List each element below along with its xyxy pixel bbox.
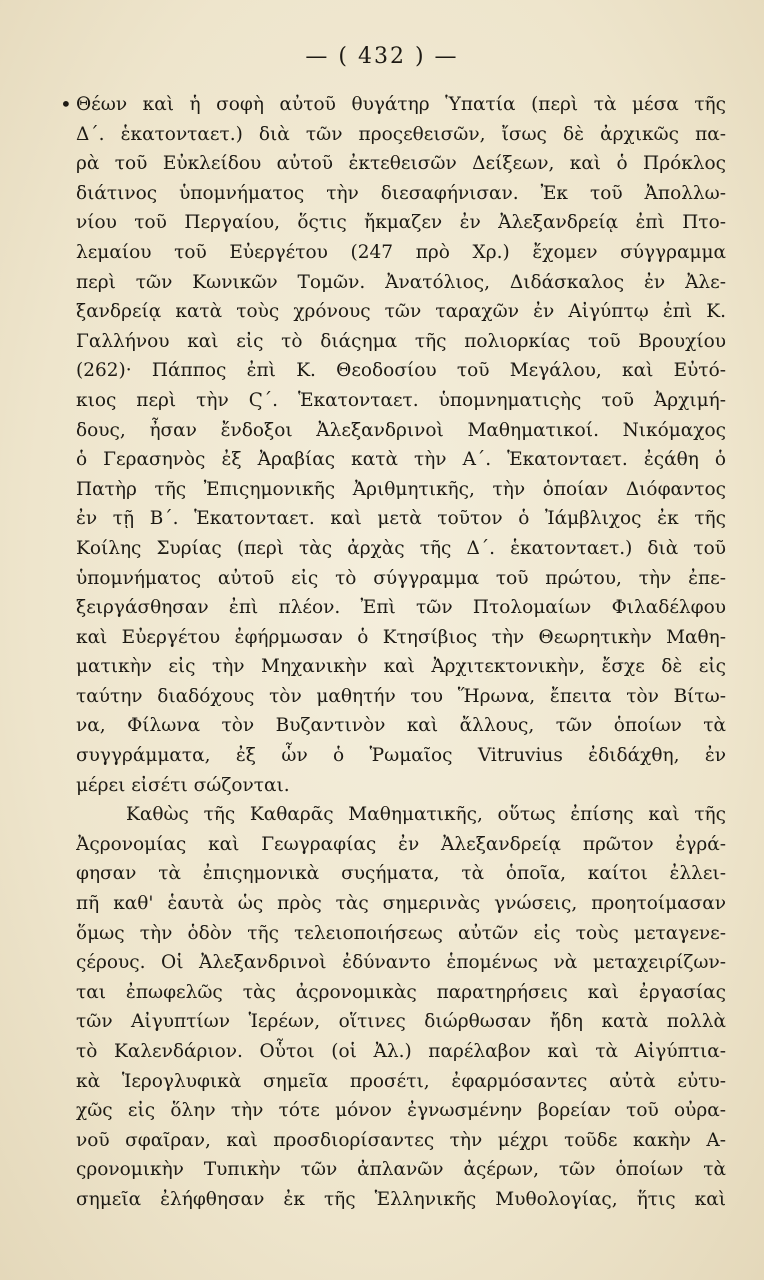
- text-line: τὸ Καλενδάριον. Οὗτοι (οἱ Ἀλ.) παρέλαβον καὶ τὰ Αἰγύπτια-: [76, 1041, 726, 1062]
- text-line: Γαλλήνου καὶ εἰς τὸ διάςημα τῆς πολιορκίας τοῦ Βρουχίου: [76, 330, 726, 352]
- text-line: ρὰ τοῦ Εὐκλείδου αὐτοῦ ἐκτεθεισῶν Δείξεων, καὶ ὁ Πρόκλος: [76, 153, 726, 175]
- text-line: ταύτην διαδόχους τὸν μαθητήν του Ἥρωνα, ἔπειτα τὸν Βίτω-: [76, 685, 726, 707]
- text-line: ἐν τῇ Β΄. Ἑκατονταετ. καὶ μετὰ τοῦτον ὁ Ἰάμβλιχος ἐκ τῆς: [76, 508, 726, 530]
- text-line: λεμαίου τοῦ Εὐεργέτου (247 πρὸ Χρ.) ἔχομεν σύγγραμμα: [76, 241, 726, 263]
- text-line: σημεῖα ἐλήφθησαν ἐκ τῆς Ἑλληνικῆς Μυθολογίας, ἥτις καὶ: [76, 1188, 726, 1210]
- paragraph-start-line: Καθὼς τῆς Καθαρᾶς Μαθηματικῆς, οὕτως ἐπίσης καὶ τῆς: [126, 804, 726, 826]
- text-line: δους, ἦσαν ἔνδοξοι Ἀλεξανδρινοὶ Μαθηματικοί. Νικόμαχος: [76, 419, 726, 441]
- page-number: — ( 432 ) —: [305, 44, 459, 69]
- body-text: [76, 90, 726, 1215]
- text-line: κὰ Ἱερογλυφικὰ σημεῖα προσέτι, ἐφαρμόσαντες αὐτὰ εὐτυ-: [76, 1070, 726, 1092]
- margin-bullet-mark: •: [60, 92, 72, 116]
- paragraph-end-line: μέρει εἰσέτι σώζονται.: [76, 774, 290, 796]
- text-line: καὶ Εὐεργέτου ἐφήρμωσαν ὁ Κτησίβιος τὴν Θεωρητικὴν Μαθη-: [76, 626, 726, 648]
- text-line: συγγράμματα, ἐξ ὧν ὁ Ῥωμαῖος Vitruvius ἐδιδάχθη, ἐν: [76, 745, 726, 767]
- text-line: ὁ Γερασηνὸς ἐξ Ἀραβίας κατὰ τὴν Α΄. Ἑκατονταετ. ἐςάθη ὁ: [76, 449, 726, 471]
- text-line: Κοίλης Συρίας (περὶ τὰς ἀρχὰς τῆς Δ΄. ἑκατονταετ.) διὰ τοῦ: [76, 537, 726, 559]
- text-line: ξειργάσθησαν ἐπὶ πλέον. Ἐπὶ τῶν Πτολομαίων Φιλαδέλφου: [76, 597, 726, 619]
- text-line: διάτινος ὑπομνήματος τὴν διεσαφήνισαν. Ἐκ τοῦ Ἀπολλω-: [76, 182, 726, 204]
- text-line: τῶν Αἰγυπτίων Ἱερέων, οἵτινες διώρθωσαν ἤδη κατὰ πολλὰ: [76, 1011, 726, 1033]
- text-line: χῶς εἰς ὅλην τὴν τότε μόνον ἐγνωσμένην βορείαν τοῦ οὐρα-: [76, 1100, 726, 1122]
- text-line: κιος περὶ τὴν Ϛ΄. Ἑκατονταετ. ὑπομνηματιςὴς τοῦ Ἀρχιμή-: [76, 389, 726, 411]
- text-line: ςέρους. Οἱ Ἀλεξανδρινοὶ ἐδύναντο ἑπομένως νὰ μεταχειρίζων-: [76, 952, 726, 974]
- text-line: ςρονομικὴν Τυπικὴν τῶν ἀπλανῶν ἀςέρων, τῶν ὁποίων τὰ: [76, 1159, 726, 1181]
- text-line: ξανδρείᾳ κατὰ τοὺς χρόνους τῶν ταραχῶν ἐν Αἰγύπτῳ ἐπὶ Κ.: [76, 301, 726, 323]
- text-line: ται ἐπωφελῶς τὰς ἀςρονομικὰς παρατηρήσεις καὶ ἐργασίας: [76, 981, 726, 1003]
- text-line: Πατὴρ τῆς Ἐπιςημονικῆς Ἀριθμητικῆς, τὴν ὁποίαν Διόφαντος: [76, 478, 726, 500]
- text-line: Ἀςρονομίας καὶ Γεωγραφίας ἐν Ἀλεξανδρείᾳ πρῶτον ἐγρά-: [76, 833, 726, 855]
- text-line: ὑπομνήματος αὐτοῦ εἰς τὸ σύγγραμμα τοῦ πρώτου, τὴν ἐπε-: [76, 567, 726, 589]
- text-line: πῆ καθ' ἑαυτὰ ὡς πρὸς τὰς σημερινὰς γνώσεις, προητοίμασαν: [76, 893, 726, 915]
- text-line: Θέων καὶ ἡ σοφὴ αὐτοῦ θυγάτηρ Ὑπατία (περὶ τὰ μέσα τῆς: [76, 94, 726, 115]
- text-line: ὅμως τὴν ὁδὸν τῆς τελειοποιήσεως αὐτῶν εἰς τοὺς μεταγενε-: [76, 922, 726, 944]
- text-line: νίου τοῦ Περγαίου, ὅςτις ἤκμαζεν ἐν Ἀλεξανδρείᾳ ἐπὶ Πτο-: [76, 212, 726, 234]
- text-line: να, Φίλωνα τὸν Βυζαντινὸν καὶ ἄλλους, τῶν ὁποίων τὰ: [76, 715, 726, 737]
- text-line: (262)· Πάππος ἐπὶ Κ. Θεοδοσίου τοῦ Μεγάλου, καὶ Εὐτό-: [76, 360, 726, 382]
- text-line: φησαν τὰ ἐπιςημονικὰ συςήματα, τὰ ὁποῖα, καίτοι ἐλλει-: [76, 863, 726, 885]
- text-line: νοῦ σφαῖραν, καὶ προσδιορίσαντες τὴν μέχρι τοῦδε κακὴν Α-: [76, 1129, 726, 1151]
- text-line: Δ΄. ἑκατονταετ.) διὰ τῶν προςεθεισῶν, ἴσως δὲ ἀρχικῶς πα-: [76, 123, 726, 145]
- text-line: περὶ τῶν Κωνικῶν Τομῶν. Ἀνατόλιος, Διδάσκαλος ἐν Ἀλε-: [76, 271, 726, 293]
- text-line: ματικὴν εἰς τὴν Μηχανικὴν καὶ Ἀρχιτεκτονικὴν, ἔσχε δὲ εἰς: [76, 656, 726, 678]
